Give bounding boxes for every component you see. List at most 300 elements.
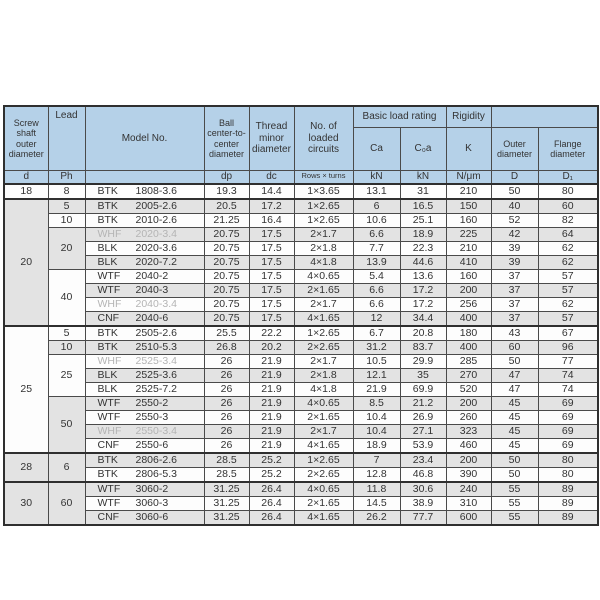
dc-cell: 17.5 — [249, 269, 294, 283]
dp-cell: 31.25 — [204, 496, 249, 510]
rigidity-cell: 210 — [446, 184, 491, 199]
table-row — [4, 255, 598, 269]
flange-diameter-cell: 80 — [538, 184, 598, 199]
dc-cell: 25.2 — [249, 467, 294, 482]
model-cell — [85, 396, 204, 410]
outer-diameter-cell: 45 — [491, 424, 538, 438]
model-cell — [85, 283, 204, 297]
header-basic-load-rating: Basic load rating — [353, 106, 446, 128]
c0a-cell: 77.7 — [400, 510, 446, 525]
dp-cell: 20.75 — [204, 283, 249, 297]
model-prefix: WHF — [97, 297, 122, 310]
dc-cell: 21.9 — [249, 382, 294, 396]
dp-cell: 28.5 — [204, 453, 249, 468]
dc-cell: 17.5 — [249, 241, 294, 255]
rigidity-cell: 160 — [446, 269, 491, 283]
outer-diameter-cell: 55 — [491, 482, 538, 497]
screw-diameter-cell: 30 — [4, 482, 48, 525]
model-prefix: BLK — [97, 368, 118, 381]
outer-diameter-cell: 40 — [491, 199, 538, 214]
model-prefix: BTK — [97, 326, 118, 339]
dp-cell: 26 — [204, 382, 249, 396]
dc-cell: 17.5 — [249, 283, 294, 297]
dc-cell: 21.9 — [249, 410, 294, 424]
screw-diameter-cell: 18 — [4, 184, 48, 199]
model-cell — [85, 410, 204, 424]
dc-cell: 22.2 — [249, 326, 294, 341]
lead-cell: 40 — [48, 269, 85, 326]
flange-diameter-cell: 69 — [538, 438, 598, 453]
flange-diameter-cell: 64 — [538, 227, 598, 241]
c0a-cell: 35 — [400, 368, 446, 382]
unit-rows-turns: Rows × turns — [294, 171, 353, 184]
model-cell — [85, 311, 204, 326]
header-lead: Lead — [48, 106, 85, 171]
model-prefix: CNF — [97, 438, 120, 451]
outer-diameter-cell: 47 — [491, 382, 538, 396]
table-row — [4, 297, 598, 311]
rigidity-cell: 256 — [446, 297, 491, 311]
model-prefix: WTF — [97, 396, 121, 409]
dc-cell: 21.9 — [249, 354, 294, 368]
model-prefix: BLK — [97, 255, 118, 268]
dc-cell: 26.4 — [249, 482, 294, 497]
model-prefix: BLK — [97, 241, 118, 254]
dp-cell: 21.25 — [204, 213, 249, 227]
c0a-cell: 26.9 — [400, 410, 446, 424]
ca-cell: 6.6 — [353, 297, 400, 311]
model-number: 3060-3 — [135, 496, 169, 509]
dp-cell: 20.75 — [204, 297, 249, 311]
model-number: 2010-2.6 — [135, 213, 177, 226]
c0a-cell: 38.9 — [400, 496, 446, 510]
lead-cell: 6 — [48, 453, 85, 482]
c0a-cell: 44.6 — [400, 255, 446, 269]
outer-diameter-cell: 55 — [491, 510, 538, 525]
flange-diameter-cell: 80 — [538, 467, 598, 482]
lead-cell: 10 — [48, 340, 85, 354]
header-k: K — [446, 128, 491, 171]
table-row — [4, 269, 598, 283]
model-number: 2806-2.6 — [135, 453, 177, 466]
circuits-cell: 1×3.65 — [294, 184, 353, 199]
dp-cell: 20.75 — [204, 227, 249, 241]
header-loaded-circuits: No. of loaded circuits — [294, 106, 353, 171]
model-cell — [85, 354, 204, 368]
rigidity-cell: 310 — [446, 496, 491, 510]
header-blank-group — [491, 106, 598, 128]
c0a-cell: 34.4 — [400, 311, 446, 326]
rigidity-cell: 323 — [446, 424, 491, 438]
outer-diameter-cell: 50 — [491, 453, 538, 468]
model-number: 2550-3.4 — [135, 424, 177, 437]
lead-cell: 5 — [48, 199, 85, 214]
model-prefix: WTF — [97, 496, 121, 509]
spec-table-head — [4, 106, 598, 184]
model-cell — [85, 255, 204, 269]
circuits-cell: 1×2.65 — [294, 199, 353, 214]
flange-diameter-cell: 74 — [538, 382, 598, 396]
model-number: 2020-7.2 — [135, 255, 177, 268]
rigidity-cell: 240 — [446, 482, 491, 497]
rigidity-cell: 390 — [446, 467, 491, 482]
circuits-cell: 4×0.65 — [294, 396, 353, 410]
ca-cell: 7 — [353, 453, 400, 468]
model-cell — [85, 424, 204, 438]
c0a-cell: 25.1 — [400, 213, 446, 227]
screw-diameter-cell: 28 — [4, 453, 48, 482]
outer-diameter-cell: 60 — [491, 340, 538, 354]
circuits-cell: 2×1.65 — [294, 496, 353, 510]
circuits-cell: 4×1.65 — [294, 311, 353, 326]
outer-diameter-cell: 39 — [491, 255, 538, 269]
rigidity-cell: 400 — [446, 311, 491, 326]
rigidity-cell: 410 — [446, 255, 491, 269]
dc-cell: 17.5 — [249, 311, 294, 326]
rigidity-cell: 400 — [446, 340, 491, 354]
outer-diameter-cell: 55 — [491, 496, 538, 510]
c0a-cell: 69.9 — [400, 382, 446, 396]
model-number: 2040-3.4 — [135, 297, 177, 310]
model-number: 3060-6 — [135, 510, 169, 523]
c0a-cell: 17.2 — [400, 283, 446, 297]
circuits-cell: 1×2.65 — [294, 213, 353, 227]
ball-screw-spec-table — [3, 105, 599, 526]
dc-cell: 21.9 — [249, 396, 294, 410]
dp-cell: 20.75 — [204, 311, 249, 326]
ca-cell: 10.4 — [353, 410, 400, 424]
model-number: 2806-5.3 — [135, 467, 177, 480]
flange-diameter-cell: 57 — [538, 283, 598, 297]
c0a-cell: 27.1 — [400, 424, 446, 438]
dp-cell: 26 — [204, 424, 249, 438]
rigidity-cell: 210 — [446, 241, 491, 255]
dc-cell: 21.9 — [249, 424, 294, 438]
model-number: 3060-2 — [135, 482, 169, 495]
ca-cell: 6.7 — [353, 326, 400, 341]
circuits-cell: 4×0.65 — [294, 269, 353, 283]
ca-cell: 11.8 — [353, 482, 400, 497]
circuits-cell: 1×2.65 — [294, 453, 353, 468]
ca-cell: 13.1 — [353, 184, 400, 199]
circuits-cell: 4×1.8 — [294, 382, 353, 396]
model-cell — [85, 496, 204, 510]
flange-diameter-cell: 89 — [538, 510, 598, 525]
lead-cell: 25 — [48, 354, 85, 396]
ca-cell: 26.2 — [353, 510, 400, 525]
model-prefix: BTK — [97, 184, 118, 197]
dp-cell: 26 — [204, 368, 249, 382]
circuits-cell: 2×1.7 — [294, 227, 353, 241]
model-prefix: CNF — [97, 311, 120, 324]
ca-cell: 12.8 — [353, 467, 400, 482]
flange-diameter-cell: 77 — [538, 354, 598, 368]
unit-k-num: N/μm — [446, 171, 491, 184]
model-number: 2020-3.6 — [135, 241, 177, 254]
c0a-cell: 22.3 — [400, 241, 446, 255]
flange-diameter-cell: 69 — [538, 410, 598, 424]
dc-cell: 17.2 — [249, 199, 294, 214]
rigidity-cell: 260 — [446, 410, 491, 424]
model-number: 2525-3.6 — [135, 368, 177, 381]
rigidity-cell: 160 — [446, 213, 491, 227]
outer-diameter-cell: 39 — [491, 241, 538, 255]
ca-cell: 7.7 — [353, 241, 400, 255]
model-number: 2040-6 — [135, 311, 169, 324]
flange-diameter-cell: 62 — [538, 255, 598, 269]
table-row — [4, 496, 598, 510]
flange-diameter-cell: 62 — [538, 297, 598, 311]
circuits-cell: 2×1.65 — [294, 410, 353, 424]
table-row — [4, 453, 598, 468]
c0a-cell: 18.9 — [400, 227, 446, 241]
lead-cell: 20 — [48, 227, 85, 269]
ca-cell: 12 — [353, 311, 400, 326]
dc-cell: 21.9 — [249, 438, 294, 453]
outer-diameter-cell: 47 — [491, 368, 538, 382]
c0a-cell: 21.2 — [400, 396, 446, 410]
model-prefix: WTF — [97, 283, 121, 296]
circuits-cell: 2×1.7 — [294, 297, 353, 311]
dp-cell: 25.5 — [204, 326, 249, 341]
header-units-row — [4, 171, 598, 184]
flange-diameter-cell: 67 — [538, 326, 598, 341]
dc-cell: 17.5 — [249, 255, 294, 269]
dp-cell: 26 — [204, 396, 249, 410]
model-prefix: WTF — [97, 482, 121, 495]
header-c0a: C₀a — [400, 128, 446, 171]
flange-diameter-cell: 69 — [538, 396, 598, 410]
dp-cell: 20.75 — [204, 255, 249, 269]
model-prefix: WHF — [97, 424, 122, 437]
model-number: 2020-3.4 — [135, 227, 177, 240]
unit-ph: Ph — [48, 171, 85, 184]
c0a-cell: 13.6 — [400, 269, 446, 283]
table-row — [4, 482, 598, 497]
lead-cell: 60 — [48, 482, 85, 525]
circuits-cell: 2×2.65 — [294, 340, 353, 354]
model-prefix: BTK — [97, 213, 118, 226]
spec-table — [3, 105, 599, 526]
circuits-cell: 4×1.8 — [294, 255, 353, 269]
model-cell — [85, 326, 204, 341]
rigidity-cell: 150 — [446, 199, 491, 214]
dc-cell: 14.4 — [249, 184, 294, 199]
unit-outer-d: D — [491, 171, 538, 184]
outer-diameter-cell: 45 — [491, 396, 538, 410]
ca-cell: 14.5 — [353, 496, 400, 510]
ca-cell: 10.5 — [353, 354, 400, 368]
model-number: 2510-5.3 — [135, 340, 177, 353]
model-cell — [85, 297, 204, 311]
rigidity-cell: 270 — [446, 368, 491, 382]
table-row — [4, 340, 598, 354]
circuits-cell: 2×1.8 — [294, 241, 353, 255]
unit-ca-kn: kN — [353, 171, 400, 184]
unit-c0a-kn: kN — [400, 171, 446, 184]
flange-diameter-cell: 96 — [538, 340, 598, 354]
circuits-cell: 2×1.7 — [294, 424, 353, 438]
ca-cell: 18.9 — [353, 438, 400, 453]
ca-cell: 10.4 — [353, 424, 400, 438]
circuits-cell: 4×1.65 — [294, 438, 353, 453]
lead-cell: 8 — [48, 184, 85, 199]
outer-diameter-cell: 37 — [491, 311, 538, 326]
model-prefix: BTK — [97, 453, 118, 466]
ca-cell: 12.1 — [353, 368, 400, 382]
c0a-cell: 30.6 — [400, 482, 446, 497]
model-number: 2505-2.6 — [135, 326, 177, 339]
c0a-cell: 31 — [400, 184, 446, 199]
dp-cell: 26.8 — [204, 340, 249, 354]
model-prefix: CNF — [97, 510, 120, 523]
spec-table-body — [4, 184, 598, 525]
lead-cell: 10 — [48, 213, 85, 227]
model-prefix: BTK — [97, 199, 118, 212]
model-cell — [85, 340, 204, 354]
c0a-cell: 29.9 — [400, 354, 446, 368]
model-prefix: WHF — [97, 227, 122, 240]
c0a-cell: 23.4 — [400, 453, 446, 468]
table-row — [4, 438, 598, 453]
flange-diameter-cell: 57 — [538, 311, 598, 326]
header-rigidity: Rigidity — [446, 106, 491, 128]
rigidity-cell: 600 — [446, 510, 491, 525]
model-number: 2550-2 — [135, 396, 169, 409]
model-number: 1808-3.6 — [135, 184, 177, 197]
model-cell — [85, 467, 204, 482]
model-prefix: BLK — [97, 382, 118, 395]
model-number: 2040-3 — [135, 283, 169, 296]
dc-cell: 25.2 — [249, 453, 294, 468]
flange-diameter-cell: 69 — [538, 424, 598, 438]
c0a-cell: 17.2 — [400, 297, 446, 311]
model-cell — [85, 382, 204, 396]
model-number: 2040-2 — [135, 269, 169, 282]
table-row — [4, 354, 598, 368]
circuits-cell: 4×0.65 — [294, 482, 353, 497]
header-model-no: Model No. — [85, 106, 204, 171]
table-row — [4, 424, 598, 438]
dc-cell: 16.4 — [249, 213, 294, 227]
dp-cell: 26 — [204, 410, 249, 424]
ca-cell: 31.2 — [353, 340, 400, 354]
model-prefix: WTF — [97, 269, 121, 282]
outer-diameter-cell: 37 — [491, 269, 538, 283]
rigidity-cell: 460 — [446, 438, 491, 453]
circuits-cell: 2×1.8 — [294, 368, 353, 382]
model-prefix: BTK — [97, 340, 118, 353]
header-outer-diameter: Outer diameter — [491, 128, 538, 171]
dc-cell: 26.4 — [249, 496, 294, 510]
ca-cell: 5.4 — [353, 269, 400, 283]
table-row — [4, 213, 598, 227]
outer-diameter-cell: 50 — [491, 467, 538, 482]
ca-cell: 6.6 — [353, 227, 400, 241]
table-row — [4, 326, 598, 341]
outer-diameter-cell: 45 — [491, 438, 538, 453]
table-row — [4, 184, 598, 199]
model-number: 2005-2.6 — [135, 199, 177, 212]
c0a-cell: 20.8 — [400, 326, 446, 341]
dp-cell: 20.75 — [204, 241, 249, 255]
flange-diameter-cell: 74 — [538, 368, 598, 382]
table-row — [4, 467, 598, 482]
rigidity-cell: 200 — [446, 283, 491, 297]
circuits-cell: 2×1.65 — [294, 283, 353, 297]
table-row — [4, 283, 598, 297]
model-number: 2550-6 — [135, 438, 169, 451]
outer-diameter-cell: 50 — [491, 354, 538, 368]
table-row — [4, 227, 598, 241]
table-row — [4, 199, 598, 214]
model-cell — [85, 227, 204, 241]
model-number: 2550-3 — [135, 410, 169, 423]
model-number: 2525-3.4 — [135, 354, 177, 367]
circuits-cell: 4×1.65 — [294, 510, 353, 525]
model-cell — [85, 241, 204, 255]
dp-cell: 28.5 — [204, 467, 249, 482]
flange-diameter-cell: 80 — [538, 453, 598, 468]
dc-cell: 17.5 — [249, 297, 294, 311]
circuits-cell: 2×1.7 — [294, 354, 353, 368]
dp-cell: 20.5 — [204, 199, 249, 214]
unit-model-blank — [85, 171, 204, 184]
table-row — [4, 311, 598, 326]
c0a-cell: 53.9 — [400, 438, 446, 453]
flange-diameter-cell: 60 — [538, 199, 598, 214]
table-row — [4, 396, 598, 410]
header-flange-diameter: Flange diameter — [538, 128, 598, 171]
lead-cell: 5 — [48, 326, 85, 341]
unit-flange-d1: D₁ — [538, 171, 598, 184]
circuits-cell: 1×2.65 — [294, 326, 353, 341]
flange-diameter-cell: 89 — [538, 496, 598, 510]
table-row — [4, 368, 598, 382]
rigidity-cell: 200 — [446, 453, 491, 468]
unit-d: d — [4, 171, 48, 184]
flange-diameter-cell: 82 — [538, 213, 598, 227]
flange-diameter-cell: 62 — [538, 241, 598, 255]
ca-cell: 21.9 — [353, 382, 400, 396]
unit-dc: dc — [249, 171, 294, 184]
rigidity-cell: 225 — [446, 227, 491, 241]
model-cell — [85, 368, 204, 382]
outer-diameter-cell: 52 — [491, 213, 538, 227]
c0a-cell: 16.5 — [400, 199, 446, 214]
ca-cell: 10.6 — [353, 213, 400, 227]
lead-cell: 50 — [48, 396, 85, 453]
dp-cell: 31.25 — [204, 510, 249, 525]
ca-cell: 6 — [353, 199, 400, 214]
dp-cell: 26 — [204, 354, 249, 368]
outer-diameter-cell: 45 — [491, 410, 538, 424]
header-thread-minor-diameter: Thread minor diameter — [249, 106, 294, 171]
dc-cell: 21.9 — [249, 368, 294, 382]
model-prefix: WTF — [97, 410, 121, 423]
dp-cell: 19.3 — [204, 184, 249, 199]
outer-diameter-cell: 50 — [491, 184, 538, 199]
rigidity-cell: 285 — [446, 354, 491, 368]
outer-diameter-cell: 42 — [491, 227, 538, 241]
model-cell — [85, 438, 204, 453]
table-row — [4, 241, 598, 255]
dp-cell: 20.75 — [204, 269, 249, 283]
model-cell — [85, 510, 204, 525]
model-cell — [85, 184, 204, 199]
ca-cell: 8.5 — [353, 396, 400, 410]
model-cell — [85, 482, 204, 497]
